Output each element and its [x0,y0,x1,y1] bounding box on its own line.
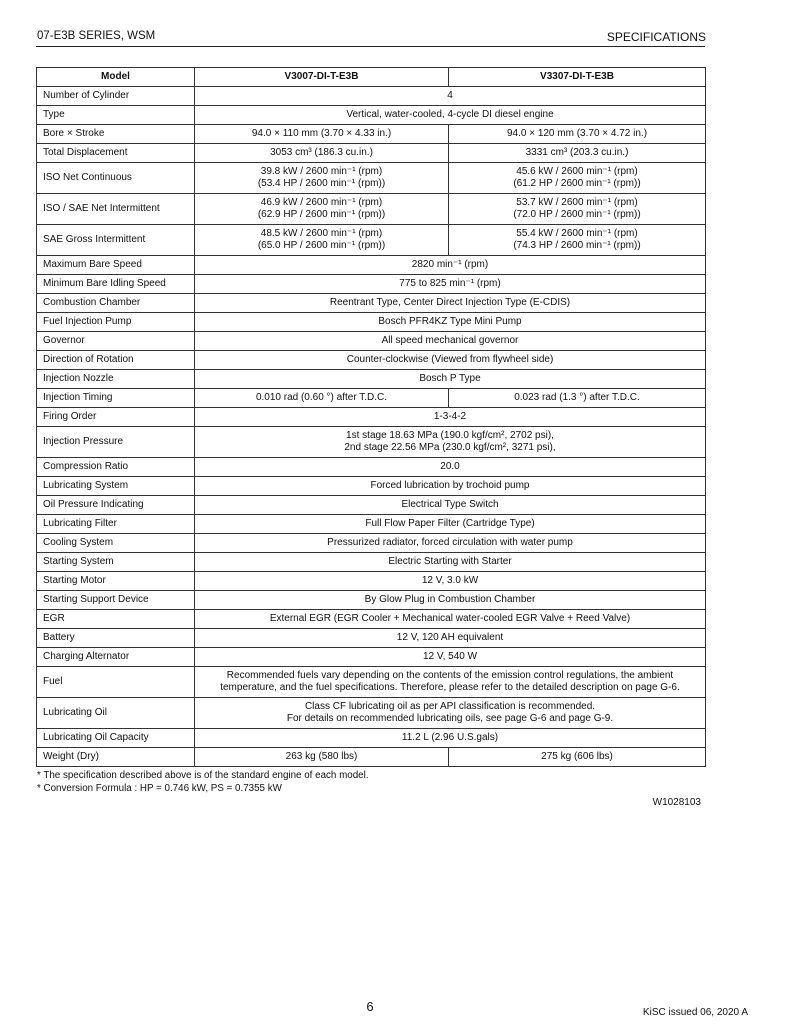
spec-value-shared: Full Flow Paper Filter (Cartridge Type) [195,515,706,534]
spec-label: Charging Alternator [37,648,195,667]
table-row [37,629,706,648]
spec-value-shared: Bosch P Type [195,370,706,389]
table-row [37,748,706,767]
cell-line: For details on recommended lubricating oils, see page G-6 and page G-9. [286,713,614,724]
cell-line: Recommended fuels vary depending on the contents of the emission control regulations, the ambient [226,670,674,681]
spec-label: ISO Net Continuous [37,163,195,194]
spec-value-v3307: 94.0 × 120 mm (3.70 × 4.72 in.) [449,125,706,144]
spec-value-shared: 775 to 825 min⁻¹ (rpm) [195,275,706,294]
spec-label: Starting Motor [37,572,195,591]
spec-value-v3007 [195,163,449,194]
spec-value-v3307 [449,163,706,194]
spec-value-shared: Electrical Type Switch [195,496,706,515]
spec-label: Fuel [37,667,195,698]
spec-value-v3007: 263 kg (580 lbs) [195,748,449,767]
spec-value-v3007: 94.0 × 110 mm (3.70 × 4.33 in.) [195,125,449,144]
table-row [37,332,706,351]
cell-line: temperature, and the fuel specifications. Therefore, please refer to the detailed description on page G-6. [220,682,680,693]
specifications-table [36,67,706,767]
spec-label: Combustion Chamber [37,294,195,313]
cell-line: (61.2 HP / 2600 min⁻¹ (rpm)) [513,178,641,189]
table-row [37,163,706,194]
table-row [37,534,706,553]
cell-line: (72.0 HP / 2600 min⁻¹ (rpm)) [513,209,641,220]
cell-line: 53.7 kW / 2600 min⁻¹ (rpm) [516,197,638,208]
table-row [37,477,706,496]
spec-label: Battery [37,629,195,648]
table-row [37,225,706,256]
table-row [37,648,706,667]
spec-value-shared: 11.2 L (2.96 U.S.gals) [195,729,706,748]
spec-label: Minimum Bare Idling Speed [37,275,195,294]
spec-value-shared [195,698,706,729]
spec-value-shared: By Glow Plug in Combustion Chamber [195,591,706,610]
table-row [37,351,706,370]
spec-label: Starting Support Device [37,591,195,610]
spec-label: Bore × Stroke [37,125,195,144]
spec-label: Fuel Injection Pump [37,313,195,332]
spec-label: EGR [37,610,195,629]
cell-line: 55.4 kW / 2600 min⁻¹ (rpm) [516,228,638,239]
document-code: W1028103 [652,797,701,808]
spec-label: Lubricating Filter [37,515,195,534]
spec-value-shared: All speed mechanical governor [195,332,706,351]
table-row [37,125,706,144]
table-row [37,458,706,477]
table-row [37,496,706,515]
table-header-row [37,68,706,87]
table-row [37,313,706,332]
cell-line: 48.5 kW / 2600 min⁻¹ (rpm) [260,228,383,239]
spec-value-v3307: 0.023 rad (1.3 °) after T.D.C. [449,389,706,408]
column-header-model: Model [37,68,195,87]
spec-label: Direction of Rotation [37,351,195,370]
table-row [37,427,706,458]
spec-label: Injection Pressure [37,427,195,458]
spec-label: Injection Timing [37,389,195,408]
header-section-title: SPECIFICATIONS [606,30,706,44]
table-row [37,553,706,572]
spec-value-v3007 [195,194,449,225]
spec-value-shared [195,667,706,698]
spec-value-shared: 12 V, 540 W [195,648,706,667]
spec-label: Weight (Dry) [37,748,195,767]
table-row [37,294,706,313]
spec-label: Compression Ratio [37,458,195,477]
spec-value-shared: Electric Starting with Starter [195,553,706,572]
table-row [37,194,706,225]
spec-value-shared: 12 V, 120 AH equivalent [195,629,706,648]
spec-value-v3007 [195,225,449,256]
spec-value-v3307 [449,194,706,225]
spec-label: SAE Gross Intermittent [37,225,195,256]
cell-line: 46.9 kW / 2600 min⁻¹ (rpm) [260,197,383,208]
column-header-v3307: V3307-DI-T-E3B [449,68,706,87]
spec-label: Lubricating Oil Capacity [37,729,195,748]
spec-label: Governor [37,332,195,351]
footnote-conversion-formula: * Conversion Formula : HP = 0.746 kW, PS = 0.7355 kW [37,783,282,794]
table-row [37,729,706,748]
column-header-v3007: V3007-DI-T-E3B [195,68,449,87]
issue-info: KiSC issued 06, 2020 A [642,1007,748,1018]
spec-label: Number of Cylinder [37,87,195,106]
spec-value-shared: Reentrant Type, Center Direct Injection Type (E-CDIS) [195,294,706,313]
spec-label: Total Displacement [37,144,195,163]
spec-value-v3307: 275 kg (606 lbs) [449,748,706,767]
spec-value-shared: 12 V, 3.0 kW [195,572,706,591]
table-row [37,572,706,591]
spec-value-v3307: 3331 cm³ (203.3 cu.in.) [449,144,706,163]
spec-value-v3007: 3053 cm³ (186.3 cu.in.) [195,144,449,163]
cell-line: 1st stage 18.63 MPa (190.0 kgf/cm², 2702 psi), [346,430,554,441]
spec-value-shared [195,427,706,458]
spec-value-shared: External EGR (EGR Cooler + Mechanical water-cooled EGR Valve + Reed Valve) [195,610,706,629]
spec-value-shared: Counter-clockwise (Viewed from flywheel side) [195,351,706,370]
spec-value-shared: 1-3-4-2 [195,408,706,427]
spec-value-shared: Pressurized radiator, forced circulation with water pump [195,534,706,553]
spec-value-shared: Forced lubrication by trochoid pump [195,477,706,496]
spec-label: Oil Pressure Indicating [37,496,195,515]
spec-value-v3007: 0.010 rad (0.60 °) after T.D.C. [195,389,449,408]
spec-value-shared: 4 [195,87,706,106]
table-row [37,515,706,534]
page-number: 6 [366,999,374,1014]
spec-label: Lubricating Oil [37,698,195,729]
cell-line: (53.4 HP / 2600 min⁻¹ (rpm)) [257,178,386,189]
table-row [37,389,706,408]
cell-line: 45.6 kW / 2600 min⁻¹ (rpm) [516,166,638,177]
spec-value-shared: 2820 min⁻¹ (rpm) [195,256,706,275]
spec-label: Firing Order [37,408,195,427]
cell-line: 39.8 kW / 2600 min⁻¹ (rpm) [260,166,383,177]
spec-label: Starting System [37,553,195,572]
cell-line: Class CF lubricating oil as per API classification is recommended. [304,701,596,712]
table-body [37,87,706,767]
spec-value-v3307 [449,225,706,256]
spec-label: Type [37,106,195,125]
table-row [37,698,706,729]
cell-line: 2nd stage 22.56 MPa (230.0 kgf/cm², 3271 psi), [344,442,556,453]
table-row [37,370,706,389]
footnote-standard-engine: * The specification described above is of the standard engine of each model. [37,770,369,781]
spec-label: Lubricating System [37,477,195,496]
header-manual-title: 07-E3B SERIES, WSM [37,30,156,42]
table-row [37,408,706,427]
header-divider [36,46,705,47]
table-row [37,144,706,163]
table-row [37,87,706,106]
cell-line: (74.3 HP / 2600 min⁻¹ (rpm)) [513,240,641,251]
spec-value-shared: 20.0 [195,458,706,477]
table-row [37,275,706,294]
spec-value-shared: Vertical, water-cooled, 4-cycle DI diesel engine [195,106,706,125]
table-row [37,256,706,275]
spec-label: Injection Nozzle [37,370,195,389]
table-row [37,106,706,125]
table-row [37,591,706,610]
cell-line: (62.9 HP / 2600 min⁻¹ (rpm)) [257,209,386,220]
table-row [37,610,706,629]
spec-label: Cooling System [37,534,195,553]
spec-value-shared: Bosch PFR4KZ Type Mini Pump [195,313,706,332]
spec-label: ISO / SAE Net Intermittent [37,194,195,225]
spec-label: Maximum Bare Speed [37,256,195,275]
cell-line: (65.0 HP / 2600 min⁻¹ (rpm)) [257,240,386,251]
table-row [37,667,706,698]
